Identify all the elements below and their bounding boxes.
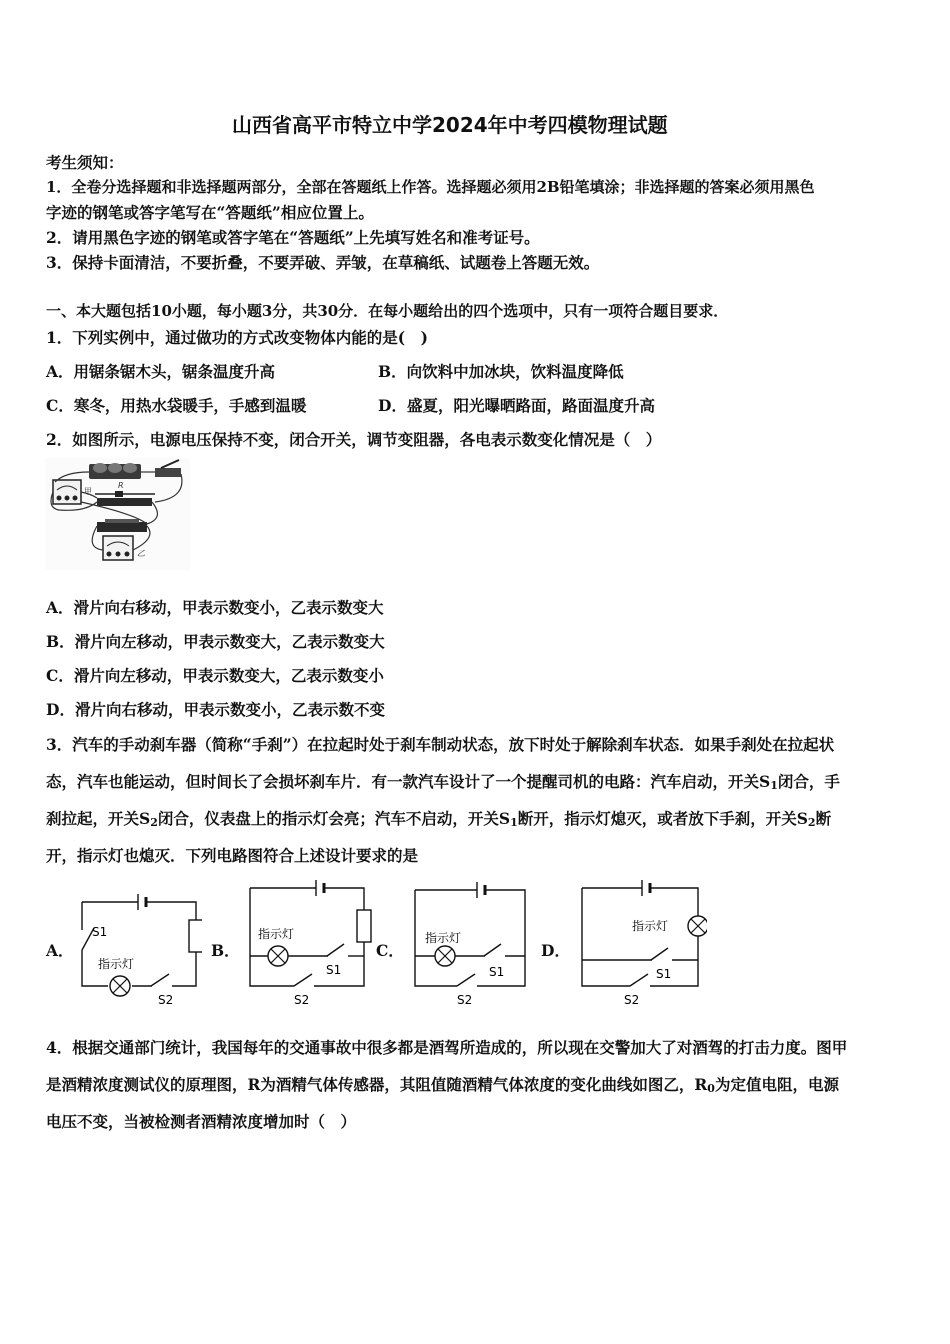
question-stem [46,774,840,791]
rheostat-icon [95,491,155,506]
subscript: 1 [770,779,778,792]
stem-text: 闭合，仪表盘上的指示灯会亮；汽车不启动，开关S [157,809,511,828]
circuit-c [405,876,535,1006]
notice-heading: 考生须知： [46,153,124,172]
stem-text: 是酒精浓度测试仪的原理图，R为酒精气体传感器，其阻值随酒精气体浓度的变化曲线如图乙，R [46,1075,708,1094]
question-stem [46,1077,839,1094]
subscript: 1 [510,816,518,829]
lamp-symbol [688,916,707,936]
option-a: A．滑片向右移动，甲表示数变小，乙表示数变大 [46,598,384,617]
battery-icon [89,463,141,479]
option-c: C．寒冬，用热水袋暖手，手感到温暖 [46,396,307,415]
stem-text: 态，汽车也能运动，但时间长了会损坏刹车片．有一款汽车设计了一个提醒司机的电路：汽车启动，开关S [46,772,771,791]
notice-item: 2．请用黑色字迹的钢笔或答字笔在“答题纸”上先填写姓名和准考证号。 [46,228,540,247]
switch-s1-label: S1 [656,967,672,981]
switch-s2-label: S2 [158,993,174,1007]
question-stem [46,811,831,828]
stem-text: 刹拉起，开关S [46,809,151,828]
resistor-symbol [189,920,202,952]
lamp-label: 指示灯 [632,919,669,933]
option-c: C．滑片向左移动，甲表示数变大，乙表示数变小 [46,666,384,685]
ammeter-jia-icon [53,480,81,504]
switch-s2-label: S2 [294,993,310,1006]
circuit-option-b-label: B． [211,941,240,960]
notice-item: 1．全卷分选择题和非选择题两部分，全部在答题纸上作答。选择题必须用2B铅笔填涂；非选择题的答案必须用黑色 [46,178,815,196]
section-heading: 一、本大题包括10小题，每小题3分，共30分．在每小题给出的四个选项中，只有一项符合题目要求． [46,302,729,320]
option-b: B．向饮料中加冰块，饮料温度降低 [378,362,624,381]
circuit-d [572,876,707,1006]
lamp-symbol [435,946,455,966]
fig-label-jia: 甲 [84,487,92,496]
switch-s1-label: S1 [326,963,342,977]
question-stem: 1．下列实例中，通过做功的方式改变物体内能的是( ) [46,328,428,347]
switch-s1-label: S1 [92,925,108,939]
battery-symbol [138,894,146,910]
stem-text: 为定值电阻，电源 [714,1075,839,1094]
lamp-label: 指示灯 [98,957,135,971]
circuit-b [240,876,375,1006]
subscript: 2 [150,816,158,829]
fig-label-r: R [118,481,124,490]
lamp-label: 指示灯 [425,931,462,945]
fig-label-yi: 乙 [137,549,145,558]
stem-text: 闭合，手 [777,772,840,791]
circuit-option-d-label: D． [541,941,570,960]
option-b: B．滑片向左移动，甲表示数变大，乙表示数变大 [46,632,385,651]
page-title: 山西省高平市特立中学2024年中考四模物理试题 [232,113,668,137]
question-stem: 4．根据交通部门统计，我国每年的交通事故中很多都是酒驾所造成的，所以现在交警加大了对酒驾的打击力度。图甲 [46,1038,848,1057]
stem-text: 断 [815,809,832,828]
circuit-a [72,880,202,1010]
question-stem: 3．汽车的手动刹车器（简称“手刹”）在拉起时处于刹车制动状态，放下时处于解除刹车状态．如果手刹处在拉起状 [46,735,835,754]
subscript: 2 [807,816,816,829]
question-stem: 电压不变，当被检测者酒精浓度增加时（ ） [46,1112,357,1131]
lamp-symbol [110,976,130,996]
option-d: D．滑片向右移动，甲表示数变小，乙表示数不变 [46,700,385,719]
option-d: D．盛夏，阳光曝晒路面，路面温度升高 [378,396,655,415]
subscript: 0 [707,1082,715,1095]
lamp-label: 指示灯 [258,927,295,941]
switch-s2-label: S2 [624,993,640,1006]
notice-item: 字迹的钢笔或答字笔写在“答题纸”相应位置上。 [46,203,374,222]
q2-circuit-photo [45,458,190,570]
switch-s1-label: S1 [489,965,505,979]
switch-s2-label: S2 [457,993,473,1006]
circuit-option-c-label: C． [376,941,404,960]
battery-symbol [316,880,324,896]
lamp-symbol [268,946,288,966]
battery-symbol [477,882,485,898]
option-a: A．用锯条锯木头，锯条温度升高 [46,362,276,381]
voltmeter-yi-icon [103,536,133,560]
circuit-option-a-label: A． [46,941,74,960]
battery-symbol [642,880,650,896]
question-stem: 2．如图所示，电源电压保持不变，闭合开关，调节变阻器，各电表示数变化情况是（ ） [46,430,662,449]
resistor-symbol [357,910,371,942]
stem-text: 断开，指示灯熄灭，或者放下手刹，开关S [517,809,808,828]
notice-item: 3．保持卡面清洁，不要折叠，不要弄破、弄皱，在草稿纸、试题卷上答题无效。 [46,253,600,272]
question-stem: 开，指示灯也熄灭．下列电路图符合上述设计要求的是 [46,846,419,865]
